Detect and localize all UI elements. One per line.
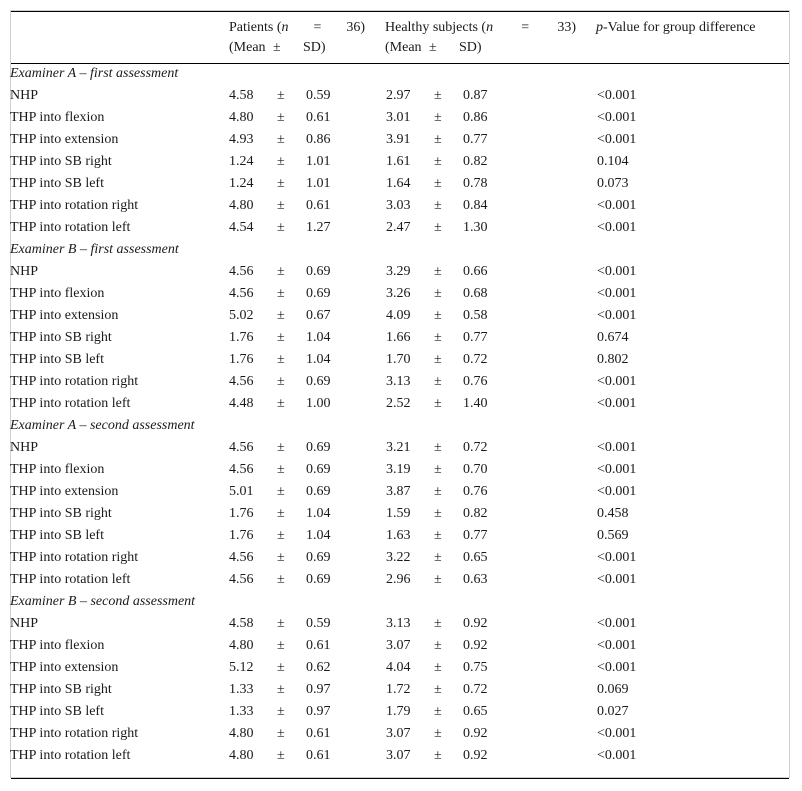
- healthy-pm: ±: [434, 286, 442, 301]
- section-title: Examiner B – second assessment: [10, 594, 196, 609]
- healthy-sd: 0.75: [463, 660, 488, 675]
- healthy-sd: 0.92: [463, 726, 488, 741]
- healthy-pm: ±: [434, 220, 442, 235]
- patients-mean: 4.58: [229, 88, 254, 103]
- patients-sd: 1.04: [306, 528, 331, 543]
- healthy-pm: ±: [434, 440, 442, 455]
- patients-pm: ±: [277, 660, 285, 675]
- healthy-sd: 0.72: [463, 440, 488, 455]
- healthy-pm: ±: [434, 572, 442, 587]
- healthy-sd: 0.92: [463, 638, 488, 653]
- table-row: [10, 613, 802, 635]
- p-value: 0.569: [597, 528, 629, 543]
- header-healthy-n: n: [486, 20, 494, 35]
- table-row: [10, 129, 802, 151]
- table-top-rule: [11, 11, 789, 12]
- patients-mean: 4.56: [229, 462, 254, 477]
- p-value: <0.001: [597, 132, 637, 147]
- header-patients-prefix: Patients (: [229, 20, 282, 35]
- patients-pm: ±: [277, 396, 285, 411]
- header-patients: [229, 18, 365, 58]
- patients-pm: ±: [277, 528, 285, 543]
- patients-sd: 0.86: [306, 132, 331, 147]
- results-table-body: [10, 63, 802, 767]
- patients-mean: 1.24: [229, 176, 254, 191]
- header-healthy-eq: =: [521, 20, 530, 35]
- healthy-pm: ±: [434, 682, 442, 697]
- p-value: <0.001: [597, 726, 637, 741]
- healthy-pm: ±: [434, 88, 442, 103]
- p-value: <0.001: [597, 660, 637, 675]
- patients-pm: ±: [277, 132, 285, 147]
- patients-mean: 4.56: [229, 286, 254, 301]
- row-label: THP into extension: [10, 308, 119, 323]
- healthy-pm: ±: [434, 506, 442, 521]
- p-value: <0.001: [597, 220, 637, 235]
- healthy-mean: 3.22: [386, 550, 411, 565]
- healthy-pm: ±: [434, 132, 442, 147]
- healthy-pm: ±: [434, 660, 442, 675]
- healthy-pm: ±: [434, 550, 442, 565]
- healthy-sd: 0.77: [463, 132, 488, 147]
- healthy-pm: ±: [434, 638, 442, 653]
- patients-pm: ±: [277, 440, 285, 455]
- healthy-pm: ±: [434, 154, 442, 169]
- healthy-mean: 2.97: [386, 88, 411, 103]
- patients-mean: 4.56: [229, 550, 254, 565]
- row-label: THP into rotation right: [10, 550, 139, 565]
- patients-pm: ±: [277, 462, 285, 477]
- table-row: [10, 173, 802, 195]
- patients-sd: 0.69: [306, 374, 331, 389]
- p-value: <0.001: [597, 374, 637, 389]
- patients-pm: ±: [277, 176, 285, 191]
- patients-pm: ±: [277, 88, 285, 103]
- healthy-mean: 3.13: [386, 374, 411, 389]
- healthy-pm: ±: [434, 484, 442, 499]
- patients-pm: ±: [277, 220, 285, 235]
- p-value: <0.001: [597, 264, 637, 279]
- patients-pm: ±: [277, 748, 285, 763]
- patients-pm: ±: [277, 286, 285, 301]
- patients-sd: 0.69: [306, 484, 331, 499]
- healthy-mean: 3.07: [386, 638, 411, 653]
- healthy-mean: 3.01: [386, 110, 411, 125]
- p-value: 0.458: [597, 506, 629, 521]
- healthy-mean: 3.87: [386, 484, 411, 499]
- patients-mean: 4.80: [229, 198, 254, 213]
- table-row: [10, 327, 802, 349]
- healthy-sd: 0.65: [463, 704, 488, 719]
- patients-mean: 5.01: [229, 484, 254, 499]
- healthy-pm: ±: [434, 308, 442, 323]
- row-label: THP into flexion: [10, 110, 105, 125]
- patients-pm: ±: [277, 330, 285, 345]
- header-pvalue-label: -Value for group difference: [603, 20, 756, 35]
- healthy-pm: ±: [434, 374, 442, 389]
- healthy-sd: 1.30: [463, 220, 488, 235]
- healthy-pm: ±: [434, 726, 442, 741]
- table-row: [10, 437, 802, 459]
- patients-pm: ±: [277, 572, 285, 587]
- patients-pm: ±: [277, 638, 285, 653]
- patients-mean: 4.93: [229, 132, 254, 147]
- patients-pm: ±: [277, 704, 285, 719]
- healthy-pm: ±: [434, 616, 442, 631]
- patients-mean: 1.33: [229, 682, 254, 697]
- healthy-pm: ±: [434, 330, 442, 345]
- row-label: THP into flexion: [10, 462, 105, 477]
- table-row: [10, 503, 802, 525]
- p-value: <0.001: [597, 462, 637, 477]
- healthy-mean: 3.21: [386, 440, 411, 455]
- patients-mean: 4.56: [229, 374, 254, 389]
- table-row: [10, 547, 802, 569]
- row-label: THP into SB left: [10, 704, 104, 719]
- patients-sd: 0.69: [306, 550, 331, 565]
- healthy-sd: 0.76: [463, 374, 488, 389]
- healthy-mean: 3.07: [386, 726, 411, 741]
- p-value: 0.104: [597, 154, 629, 169]
- patients-pm: ±: [277, 110, 285, 125]
- table-row: [10, 459, 802, 481]
- patients-pm: ±: [277, 506, 285, 521]
- row-label: THP into SB right: [10, 330, 112, 345]
- healthy-sd: 0.82: [463, 506, 488, 521]
- healthy-sd: 0.65: [463, 550, 488, 565]
- header-healthy: [385, 18, 576, 58]
- row-label: THP into rotation right: [10, 374, 139, 389]
- healthy-mean: 1.72: [386, 682, 411, 697]
- p-value: 0.802: [597, 352, 629, 367]
- header-healthy-count: 33): [557, 20, 576, 35]
- table-row: [10, 151, 802, 173]
- patients-mean: 1.24: [229, 154, 254, 169]
- healthy-mean: 4.09: [386, 308, 411, 323]
- patients-pm: ±: [277, 682, 285, 697]
- healthy-mean: 3.19: [386, 462, 411, 477]
- healthy-mean: 1.59: [386, 506, 411, 521]
- patients-pm: ±: [277, 550, 285, 565]
- patients-sd: 0.69: [306, 462, 331, 477]
- healthy-sd: 0.77: [463, 528, 488, 543]
- healthy-sd: 1.40: [463, 396, 488, 411]
- p-value: <0.001: [597, 440, 637, 455]
- table-bottom-rule: [11, 778, 789, 779]
- healthy-sd: 0.92: [463, 616, 488, 631]
- table-row: [10, 701, 802, 723]
- p-value: <0.001: [597, 396, 637, 411]
- p-value: <0.001: [597, 572, 637, 587]
- p-value: <0.001: [597, 308, 637, 323]
- healthy-pm: ±: [434, 396, 442, 411]
- table-row: [10, 745, 802, 767]
- row-label: NHP: [10, 440, 39, 455]
- row-label: THP into SB left: [10, 176, 104, 191]
- patients-mean: 4.58: [229, 616, 254, 631]
- header-patients-count: 36): [346, 20, 365, 35]
- healthy-mean: 1.61: [386, 154, 411, 169]
- table-row: [10, 481, 802, 503]
- healthy-sd: 0.77: [463, 330, 488, 345]
- patients-mean: 4.80: [229, 748, 254, 763]
- section-row: [10, 415, 802, 437]
- healthy-mean: 3.91: [386, 132, 411, 147]
- patients-pm: ±: [277, 264, 285, 279]
- patients-mean: 5.02: [229, 308, 254, 323]
- patients-sd: 0.61: [306, 748, 331, 763]
- healthy-pm: ±: [434, 352, 442, 367]
- row-label: THP into extension: [10, 660, 119, 675]
- section-title: Examiner A – second assessment: [10, 418, 195, 433]
- table-row: [10, 195, 802, 217]
- row-label: THP into rotation left: [10, 572, 131, 587]
- healthy-mean: 3.03: [386, 198, 411, 213]
- p-value: <0.001: [597, 550, 637, 565]
- patients-pm: ±: [277, 154, 285, 169]
- healthy-mean: 2.47: [386, 220, 411, 235]
- patients-sd: 1.00: [306, 396, 331, 411]
- patients-mean: 1.76: [229, 506, 254, 521]
- patients-mean: 4.56: [229, 572, 254, 587]
- healthy-pm: ±: [434, 110, 442, 125]
- healthy-sd: 0.84: [463, 198, 488, 213]
- patients-sd: 1.04: [306, 506, 331, 521]
- healthy-sd: 0.82: [463, 154, 488, 169]
- patients-sd: 1.01: [306, 154, 331, 169]
- row-label: NHP: [10, 616, 39, 631]
- patients-pm: ±: [277, 352, 285, 367]
- healthy-sd: 0.86: [463, 110, 488, 125]
- patients-sd: 0.69: [306, 264, 331, 279]
- healthy-pm: ±: [434, 748, 442, 763]
- row-label: THP into extension: [10, 484, 119, 499]
- header-pvalue: [596, 18, 756, 38]
- table-row: [10, 371, 802, 393]
- section-row: [10, 239, 802, 261]
- healthy-sd: 0.87: [463, 88, 488, 103]
- healthy-sd: 0.68: [463, 286, 488, 301]
- healthy-sd: 0.58: [463, 308, 488, 323]
- healthy-mean: 2.96: [386, 572, 411, 587]
- header-patients-mean: (Mean: [229, 40, 266, 55]
- p-value: 0.069: [597, 682, 629, 697]
- healthy-mean: 1.79: [386, 704, 411, 719]
- healthy-pm: ±: [434, 176, 442, 191]
- section-row: [10, 591, 802, 613]
- patients-mean: 1.76: [229, 330, 254, 345]
- table-row: [10, 525, 802, 547]
- table-row: [10, 723, 802, 745]
- healthy-mean: 1.66: [386, 330, 411, 345]
- header-healthy-prefix: Healthy subjects (: [385, 20, 487, 35]
- patients-sd: 0.69: [306, 572, 331, 587]
- p-value: 0.674: [597, 330, 629, 345]
- patients-mean: 5.12: [229, 660, 254, 675]
- healthy-mean: 3.29: [386, 264, 411, 279]
- patients-mean: 1.76: [229, 528, 254, 543]
- healthy-mean: 3.07: [386, 748, 411, 763]
- healthy-pm: ±: [434, 462, 442, 477]
- healthy-pm: ±: [434, 528, 442, 543]
- patients-sd: 0.61: [306, 638, 331, 653]
- patients-pm: ±: [277, 616, 285, 631]
- healthy-mean: 1.64: [386, 176, 411, 191]
- patients-sd: 0.97: [306, 682, 331, 697]
- patients-sd: 0.61: [306, 726, 331, 741]
- healthy-pm: ±: [434, 704, 442, 719]
- p-value: 0.073: [597, 176, 629, 191]
- row-label: THP into rotation left: [10, 748, 131, 763]
- healthy-pm: ±: [434, 198, 442, 213]
- p-value: <0.001: [597, 616, 637, 631]
- patients-mean: 4.48: [229, 396, 254, 411]
- row-label: NHP: [10, 264, 39, 279]
- row-label: THP into flexion: [10, 286, 105, 301]
- patients-pm: ±: [277, 726, 285, 741]
- p-value: <0.001: [597, 748, 637, 763]
- row-label: THP into flexion: [10, 638, 105, 653]
- section-row: [10, 63, 802, 85]
- patients-sd: 1.04: [306, 330, 331, 345]
- table-row: [10, 305, 802, 327]
- header-patients-pm: ±: [273, 40, 281, 55]
- header-patients-eq: =: [313, 20, 322, 35]
- patients-mean: 1.33: [229, 704, 254, 719]
- header-patients-n: n: [281, 20, 289, 35]
- row-label: NHP: [10, 88, 39, 103]
- healthy-sd: 0.70: [463, 462, 488, 477]
- row-label: THP into SB left: [10, 528, 104, 543]
- healthy-mean: 1.70: [386, 352, 411, 367]
- patients-sd: 0.97: [306, 704, 331, 719]
- patients-pm: ±: [277, 484, 285, 499]
- patients-mean: 4.54: [229, 220, 254, 235]
- section-title: Examiner A – first assessment: [10, 66, 179, 81]
- p-value: <0.001: [597, 484, 637, 499]
- p-value: <0.001: [597, 88, 637, 103]
- patients-mean: 4.80: [229, 110, 254, 125]
- p-value: <0.001: [597, 198, 637, 213]
- patients-mean: 4.56: [229, 264, 254, 279]
- section-title: Examiner B – first assessment: [10, 242, 179, 257]
- patients-sd: 0.61: [306, 198, 331, 213]
- patients-pm: ±: [277, 308, 285, 323]
- results-table: [10, 63, 802, 767]
- healthy-sd: 0.78: [463, 176, 488, 191]
- healthy-sd: 0.76: [463, 484, 488, 499]
- row-label: THP into SB right: [10, 506, 112, 521]
- healthy-sd: 0.66: [463, 264, 488, 279]
- healthy-mean: 3.13: [386, 616, 411, 631]
- table-row: [10, 569, 802, 591]
- row-label: THP into rotation left: [10, 220, 131, 235]
- p-value: 0.027: [597, 704, 629, 719]
- header-healthy-mean: (Mean: [385, 40, 422, 55]
- row-label: THP into rotation right: [10, 726, 139, 741]
- healthy-mean: 4.04: [386, 660, 411, 675]
- header-pvalue-p: p: [596, 20, 603, 35]
- patients-pm: ±: [277, 198, 285, 213]
- table-row: [10, 261, 802, 283]
- patients-sd: 1.27: [306, 220, 331, 235]
- patients-sd: 0.59: [306, 88, 331, 103]
- patients-mean: 4.80: [229, 638, 254, 653]
- patients-sd: 1.04: [306, 352, 331, 367]
- patients-sd: 0.59: [306, 616, 331, 631]
- patients-sd: 0.62: [306, 660, 331, 675]
- header-healthy-sd: SD): [459, 40, 482, 55]
- patients-mean: 4.80: [229, 726, 254, 741]
- patients-sd: 0.69: [306, 440, 331, 455]
- healthy-sd: 0.92: [463, 748, 488, 763]
- healthy-sd: 0.72: [463, 682, 488, 697]
- patients-sd: 1.01: [306, 176, 331, 191]
- table-row: [10, 85, 802, 107]
- patients-pm: ±: [277, 374, 285, 389]
- row-label: THP into rotation right: [10, 198, 139, 213]
- row-label: THP into SB right: [10, 154, 112, 169]
- table-row: [10, 657, 802, 679]
- healthy-pm: ±: [434, 264, 442, 279]
- patients-sd: 0.67: [306, 308, 331, 323]
- p-value: <0.001: [597, 110, 637, 125]
- healthy-mean: 2.52: [386, 396, 411, 411]
- row-label: THP into SB right: [10, 682, 112, 697]
- table-row: [10, 349, 802, 371]
- header-patients-sd: SD): [303, 40, 326, 55]
- healthy-sd: 0.63: [463, 572, 488, 587]
- p-value: <0.001: [597, 286, 637, 301]
- patients-mean: 1.76: [229, 352, 254, 367]
- row-label: THP into SB left: [10, 352, 104, 367]
- patients-sd: 0.61: [306, 110, 331, 125]
- table-row: [10, 679, 802, 701]
- healthy-mean: 3.26: [386, 286, 411, 301]
- table-row: [10, 283, 802, 305]
- healthy-mean: 1.63: [386, 528, 411, 543]
- header-healthy-pm: ±: [429, 40, 437, 55]
- table-row: [10, 107, 802, 129]
- patients-sd: 0.69: [306, 286, 331, 301]
- healthy-sd: 0.72: [463, 352, 488, 367]
- p-value: <0.001: [597, 638, 637, 653]
- table-row: [10, 393, 802, 415]
- table-row: [10, 217, 802, 239]
- table-row: [10, 635, 802, 657]
- row-label: THP into extension: [10, 132, 119, 147]
- patients-mean: 4.56: [229, 440, 254, 455]
- row-label: THP into rotation left: [10, 396, 131, 411]
